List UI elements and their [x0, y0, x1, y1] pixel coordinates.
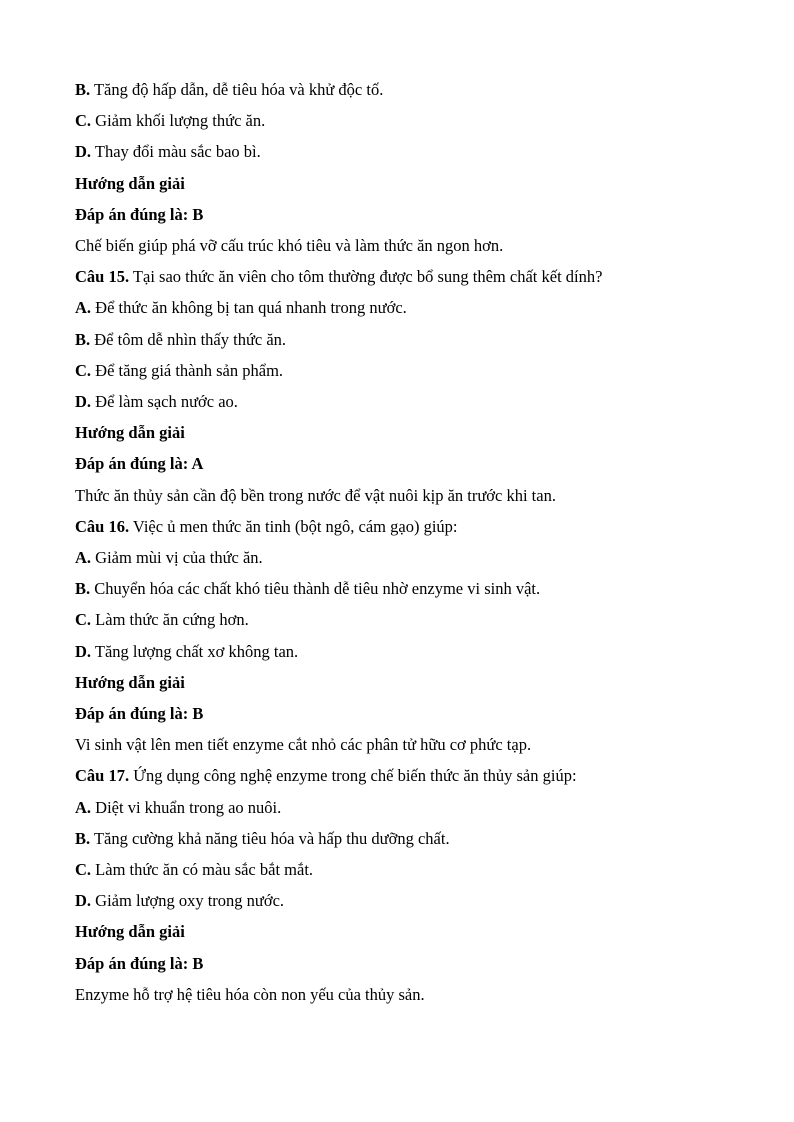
answer-option-line [75, 573, 724, 604]
answer-option-line [75, 636, 724, 667]
bold-text: B. [75, 329, 91, 349]
bold-text: Câu 15. [75, 267, 130, 287]
answer-option-line [75, 105, 724, 136]
regular-text: Vi sinh vật lên men tiết enzyme cắt nhỏ các phân tử hữu cơ phức tạp. [75, 735, 532, 755]
answer-option-line [75, 792, 724, 823]
answer-option-line [75, 604, 724, 635]
bold-text: C. [75, 860, 92, 880]
question-line [75, 760, 724, 791]
regular-text: Tăng độ hấp dẫn, dễ tiêu hóa và khử độc tố. [90, 80, 384, 99]
bold-text: C. [75, 111, 92, 131]
bold-text: D. [75, 142, 92, 162]
bold-text: A. [75, 548, 92, 568]
bold-text: A. [75, 797, 92, 817]
regular-text: Để làm sạch nước ao. [91, 392, 238, 412]
question-line [75, 511, 724, 542]
explanation-line [75, 480, 724, 511]
regular-text: Enzyme hỗ trợ hệ tiêu hóa còn non yếu của thủy sản. [75, 984, 425, 1004]
bold-text: Hướng dẫn giải [75, 173, 185, 193]
bold-text: Câu 16. [75, 516, 130, 536]
regular-text: Tăng lượng chất xơ không tan. [91, 641, 299, 661]
answer-option-line [75, 355, 724, 386]
bold-text: Đáp án đúng là: B [75, 704, 204, 724]
bold-text: Đáp án đúng là: A [75, 454, 204, 474]
bold-text: D. [75, 392, 92, 412]
answer-option-line [75, 885, 724, 916]
solution-heading-line [75, 916, 724, 947]
regular-text: Thức ăn thủy sản cần độ bền trong nước để vật nuôi kịp ăn trước khi tan. [75, 485, 556, 505]
answer-option-line [75, 324, 724, 355]
solution-heading-line [75, 417, 724, 448]
regular-text: Làm thức ăn cứng hơn. [91, 610, 249, 630]
regular-text: Để tôm dễ nhìn thấy thức ăn. [90, 329, 287, 349]
bold-text: Đáp án đúng là: B [75, 204, 204, 224]
question-line [75, 261, 724, 292]
regular-text: Chế biến giúp phá vỡ cấu trúc khó tiêu và làm thức ăn ngon hơn. [75, 236, 504, 256]
bold-text: Câu 17. [75, 766, 130, 786]
correct-answer-line [75, 448, 724, 479]
regular-text: Việc ủ men thức ăn tinh (bột ngô, cám gạo) giúp: [129, 516, 458, 536]
answer-option-line [75, 292, 724, 323]
regular-text: Giảm mùi vị của thức ăn. [91, 548, 263, 568]
regular-text: Làm thức ăn có màu sắc bắt mắt. [91, 860, 314, 880]
bold-text: B. [75, 828, 91, 848]
bold-text: B. [75, 579, 91, 599]
bold-text: Hướng dẫn giải [75, 423, 185, 443]
answer-option-line [75, 542, 724, 573]
regular-text: Thay đổi màu sắc bao bì. [91, 142, 261, 162]
answer-option-line [75, 74, 724, 105]
correct-answer-line [75, 199, 724, 230]
document-content [75, 74, 724, 1010]
solution-heading-line [75, 667, 724, 698]
regular-text: Tăng cường khả năng tiêu hóa và hấp thu dưỡng chất. [90, 828, 450, 848]
answer-option-line [75, 823, 724, 854]
answer-option-line [75, 854, 724, 885]
regular-text: Để thức ăn không bị tan quá nhanh trong nước. [91, 298, 407, 318]
bold-text: Đáp án đúng là: B [75, 953, 204, 973]
explanation-line [75, 979, 724, 1010]
regular-text: Chuyển hóa các chất khó tiêu thành dễ tiêu nhờ enzyme vi sinh vật. [90, 579, 541, 599]
regular-text: Để tăng giá thành sản phẩm. [91, 360, 284, 380]
bold-text: A. [75, 298, 92, 318]
bold-text: C. [75, 360, 92, 380]
correct-answer-line [75, 948, 724, 979]
answer-option-line [75, 136, 724, 167]
bold-text: D. [75, 891, 92, 911]
bold-text: Hướng dẫn giải [75, 922, 185, 942]
bold-text: C. [75, 610, 92, 630]
bold-text: D. [75, 641, 92, 661]
regular-text: Giảm khối lượng thức ăn. [91, 111, 266, 131]
correct-answer-line [75, 698, 724, 729]
regular-text: Tại sao thức ăn viên cho tôm thường được bổ sung thêm chất kết dính? [129, 267, 603, 287]
bold-text: Hướng dẫn giải [75, 672, 185, 692]
regular-text: Diệt vi khuẩn trong ao nuôi. [91, 797, 282, 817]
explanation-line [75, 230, 724, 261]
regular-text: Ứng dụng công nghệ enzyme trong chế biến thức ăn thủy sản giúp: [129, 766, 577, 786]
regular-text: Giảm lượng oxy trong nước. [91, 891, 285, 911]
answer-option-line [75, 386, 724, 417]
explanation-line [75, 729, 724, 760]
bold-text: B. [75, 80, 91, 99]
solution-heading-line [75, 168, 724, 199]
